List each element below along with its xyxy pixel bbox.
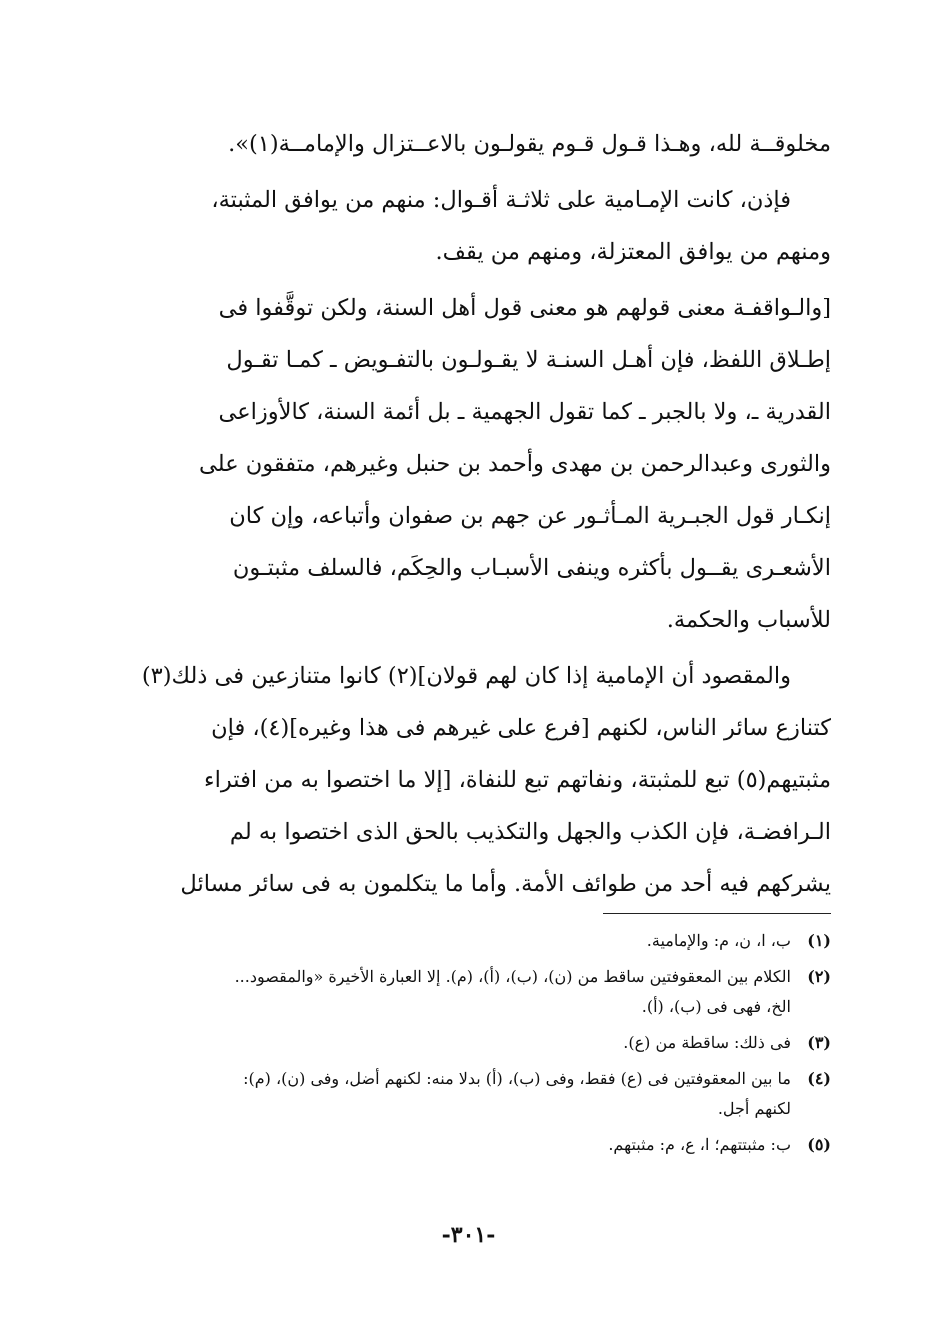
paragraph-continuation: مخلوقــة لله، وهـذا قـول قـوم يقولـون بالاعــتزال والإمامــة(١)». xyxy=(228,131,831,157)
footnote-text: فى ذلك: ساقطة من (ع). xyxy=(623,1033,791,1052)
footnote-number: (٣) xyxy=(807,1033,831,1052)
footnote-number: (١) xyxy=(807,931,831,950)
footnote-item xyxy=(130,962,831,1022)
footnotes-section xyxy=(130,926,831,1166)
footnote-item xyxy=(130,1028,831,1058)
footnote-number: (٥) xyxy=(807,1135,831,1154)
paragraph-imamiyya-three-opinions: فإذن، كانت الإمـامية على ثلاثـة أقـوال: منهم من يوافق المثبتة، ومنهم من يوافق المعتزلة، ومنهم من يقف. xyxy=(211,187,831,265)
paragraph-waqifa: [والـواقفـة معنى قولهم هو معنى قول أهل السنة، ولكن توقَّفوا فى إطـلاق اللفظ، فإن أهـل السنـة لا يقـولـون بالتفـويض ـ كمـا تقـول القدرية ـ، ولا بالجبر ـ كما تقول الجهمية ـ بل أئمة السنة، كالأوزاعى والثورى وعبدالرحمن بن مهدى وأحمد بن حنبل وغيرهم، متفقون على إنكـار قول الجبـرية المـأثـور عن جهم بن صفوان وأتباعه، وإن كان الأشعـرى يقــول بأكثره وينفى الأسبـاب والحِكَم، فالسلف مثبتـون للأسباب والحكمة. xyxy=(199,295,831,633)
footnote-item xyxy=(130,1064,831,1124)
main-text-body xyxy=(130,118,831,910)
footnote-number: (٢) xyxy=(807,967,831,986)
footnote-text: ما بين المعقوفتين فى (ع) فقط، وفى (ب)، (أ) بدلا منه: لكنهم أضل، وفى (ن)، (م): لكنهم أجل. xyxy=(243,1069,791,1118)
page-number: -٣٠١- xyxy=(441,1222,496,1248)
footnote-item xyxy=(130,926,831,956)
footnote-item xyxy=(130,1130,831,1160)
footnote-text: ب: مثبتتهم؛ ا، ع، م: مثبتهم. xyxy=(608,1135,791,1154)
footnote-number: (٤) xyxy=(807,1069,831,1088)
footnote-divider xyxy=(603,913,831,914)
paragraph-maqsud: والمقصود أن الإمامية إذا كان لهم قولان](٢) كانوا متنازعين فى ذلك(٣) كتنازع سائر الناس، لكنهم [فرع على غيرهم فى هذا وغيره](٤)، فإن مثبتيهم(٥) تبع للمثبتة، ونفاتهم تبع للنفاة، [إلا ما اختصوا به من افتراء الـرافضـة، فإن الكذب والجهل والتكذيب بالحق الذى اختصوا به لم يشركهم فيه أحد من طوائف الأمة. وأما ما يتكلمون به فى سائر مسائل xyxy=(141,663,831,897)
footnote-text: الكلام بين المعقوفتين ساقط من (ن)، (ب)، (أ)، (م). إلا العبارة الأخيرة «والمقصود... الخ، فهى فى (ب)، (أ). xyxy=(234,967,791,1016)
footnote-text: ب، ا، ن، م: والإمامية. xyxy=(646,931,791,950)
